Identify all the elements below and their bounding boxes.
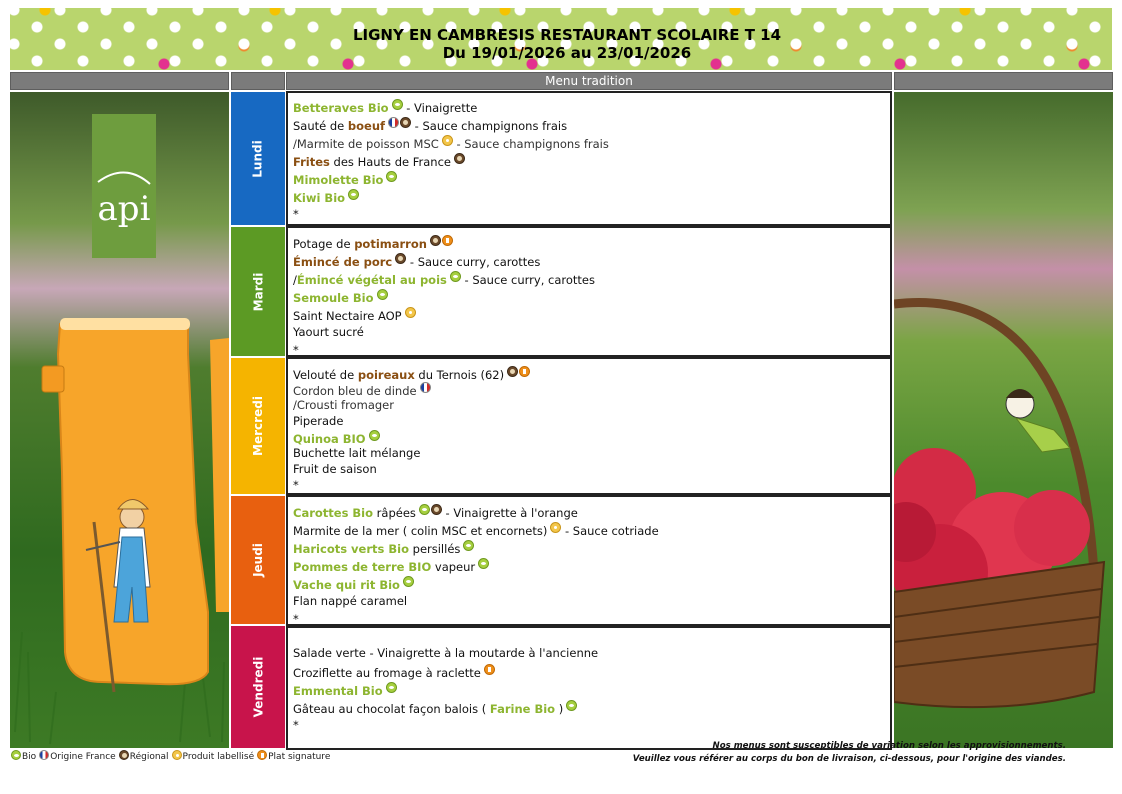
- menu-text: Betteraves Bio: [293, 101, 389, 115]
- menu-text: vapeur: [431, 560, 476, 574]
- menu-line: [293, 700, 577, 716]
- plat-signature-icon: [484, 664, 495, 675]
- day-label-jeudi: Jeudi: [250, 543, 265, 577]
- menu-text: potimarron: [354, 237, 427, 251]
- produit-labellise-icon: [550, 522, 561, 533]
- menu-text: Croziflette au fromage à raclette: [293, 666, 481, 680]
- menu-line: [293, 366, 530, 382]
- menu-line: [293, 430, 380, 446]
- menu-line: [293, 612, 299, 626]
- bio-icon: [369, 430, 380, 441]
- menu-text: /Crousti fromager: [293, 398, 394, 412]
- api-logo: api: [97, 189, 151, 229]
- menu-line: [293, 478, 299, 492]
- menu-text: Flan nappé caramel: [293, 594, 408, 608]
- bio-icon: [348, 189, 359, 200]
- menu-line: [293, 325, 364, 339]
- menu-line: [293, 522, 659, 538]
- menu-text: Piperade: [293, 414, 344, 428]
- menu-text: Marmite de la mer ( colin MSC et encornets): [293, 524, 548, 538]
- menu-text: - Vinaigrette à l'orange: [441, 506, 578, 520]
- menu-text: - Sauce curry, carottes: [406, 255, 541, 269]
- day-label-mercredi: Mercredi: [251, 396, 265, 456]
- apple-basket-photo: [894, 92, 1113, 748]
- legend-item: [172, 752, 255, 762]
- apple-basket-illustration: [894, 92, 1113, 748]
- page-title: LIGNY EN CAMBRESIS RESTAURANT SCOLAIRE T 14: [352, 26, 782, 44]
- menu-text: Haricots verts Bio: [293, 542, 409, 556]
- menu-line: [293, 189, 359, 205]
- menu-text: ): [555, 702, 564, 716]
- plat-signature-icon: [442, 235, 453, 246]
- menu-line: [293, 307, 416, 323]
- api-logo-box: [92, 114, 156, 258]
- menu-line: [293, 504, 578, 520]
- bio-icon: [392, 99, 403, 110]
- legend-item: [11, 752, 36, 762]
- day-tab-mardi: [231, 227, 285, 356]
- menu-text: /Marmite de poisson MSC: [293, 137, 439, 151]
- page-title-block: [16, 26, 1112, 62]
- legend-label: Produit labellisé: [182, 752, 255, 762]
- legend-label: Bio: [22, 752, 37, 762]
- menu-text: *: [293, 612, 299, 626]
- menu-text: Vache qui rit Bio: [293, 578, 400, 592]
- menu-cell-vendredi: [286, 626, 892, 750]
- menu-line: [293, 99, 477, 115]
- menu-line: [293, 594, 407, 608]
- bio-icon: [566, 700, 577, 711]
- menu-line: [293, 646, 598, 660]
- legend: [11, 750, 333, 762]
- menu-line: [293, 446, 420, 460]
- regional-icon: [400, 117, 411, 128]
- menu-text: - Sauce champignons frais: [452, 137, 609, 151]
- produit-labellise-icon: [172, 750, 182, 760]
- day-label-lundi: Lundi: [251, 139, 265, 178]
- menu-text: Frites: [293, 155, 330, 169]
- menu-line: [293, 382, 431, 398]
- menu-text: Semoule Bio: [293, 291, 374, 305]
- notice-variation: Nos menus sont susceptibles de variation selon les approvisionnements.: [712, 741, 1066, 751]
- menu-text: - Vinaigrette: [402, 101, 478, 115]
- legend-label: Régional: [129, 752, 169, 762]
- menu-text: /: [293, 273, 297, 287]
- left-column-header: [10, 72, 229, 90]
- regional-icon: [395, 253, 406, 264]
- menu-line: [293, 664, 495, 680]
- menu-text: Velouté de: [293, 368, 358, 382]
- menu-line: [293, 207, 299, 221]
- boots-photo: [10, 92, 229, 748]
- menu-line: [293, 235, 453, 251]
- regional-icon: [430, 235, 441, 246]
- plat-signature-icon: [257, 750, 267, 760]
- bio-icon: [450, 271, 461, 282]
- menu-text: Fruit de saison: [293, 462, 377, 476]
- day-tab-jeudi: [231, 496, 285, 624]
- menu-text: persillés: [408, 542, 461, 556]
- menu-cell-mercredi: [286, 357, 892, 495]
- menu-text: Pommes de terre BIO: [293, 560, 432, 574]
- menu-line: [293, 171, 397, 187]
- menu-text: Sauté de: [293, 119, 348, 133]
- menu-line: [293, 682, 397, 698]
- menu-line: [293, 343, 299, 357]
- produit-labellise-icon: [405, 307, 416, 318]
- legend-item: [257, 752, 330, 762]
- menu-text: *: [293, 478, 299, 492]
- menu-text: - Sauce champignons frais: [411, 119, 568, 133]
- menu-text: Buchette lait mélange: [293, 446, 421, 460]
- menu-line: [293, 289, 388, 305]
- bio-icon: [403, 576, 414, 587]
- left-boot-rim: [60, 318, 190, 330]
- menu-line: [293, 271, 595, 287]
- menu-line: [293, 540, 474, 556]
- produit-labellise-icon: [442, 135, 453, 146]
- menu-line: [293, 576, 414, 592]
- menu-text: - Sauce cotriade: [561, 524, 659, 538]
- regional-icon: [431, 504, 442, 515]
- menu-text: Salade verte - Vinaigrette à la moutarde à l'ancienne: [293, 646, 599, 660]
- boots-illustration: [10, 92, 229, 748]
- menu-cell-mardi: [286, 226, 892, 357]
- menu-text: *: [293, 207, 299, 221]
- menu-text: Émincé de porc: [293, 255, 393, 269]
- menu-text: Mimolette Bio: [293, 173, 384, 187]
- menu-line: [293, 153, 465, 169]
- notice-origine-viandes: Veuillez vous référer au corps du bon de livraison, ci-dessous, pour l'origine des viandes.: [632, 754, 1066, 764]
- legend-item: [119, 752, 169, 762]
- menu-text: Gâteau au chocolat façon balois (: [293, 702, 490, 716]
- day-label-mardi: Mardi: [250, 272, 265, 311]
- menu-text: des Hauts de France: [329, 155, 451, 169]
- legend-item: [39, 752, 116, 762]
- bio-icon: [386, 171, 397, 182]
- origine-france-icon: [39, 750, 49, 760]
- menu-line: [293, 117, 567, 133]
- menu-text: Farine Bio: [489, 702, 556, 716]
- menu-line: [293, 558, 489, 574]
- menu-cell-jeudi: [286, 495, 892, 626]
- legend-label: Origine France: [50, 752, 116, 762]
- menu-text: Émincé végétal au pois: [296, 273, 447, 287]
- boot-buckle: [42, 366, 64, 392]
- date-range: Du 19/01/2026 au 23/01/2026: [442, 44, 692, 62]
- apple-4: [1014, 490, 1090, 566]
- plat-signature-icon: [519, 366, 530, 377]
- menu-line: [293, 718, 299, 732]
- bio-icon: [419, 504, 430, 515]
- menu-text: Kiwi Bio: [293, 191, 346, 205]
- right-column-header: [894, 72, 1113, 90]
- boy-hair: [1006, 389, 1034, 398]
- menu-text: *: [293, 343, 299, 357]
- menu-text: Saint Nectaire AOP: [293, 309, 402, 323]
- menu-text: râpées: [373, 506, 416, 520]
- regional-icon: [507, 366, 518, 377]
- menu-line: [293, 135, 609, 151]
- bio-icon: [478, 558, 489, 569]
- origine-france-icon: [420, 382, 431, 393]
- day-column-header: [231, 72, 285, 90]
- day-tab-lundi: [231, 92, 285, 225]
- header-banner: [10, 8, 1112, 70]
- menu-cell-lundi: [286, 91, 892, 226]
- day-tab-mercredi: [231, 358, 285, 494]
- regional-icon: [454, 153, 465, 164]
- menu-text: Cordon bleu de dinde: [293, 384, 417, 398]
- menu-text: - Sauce curry, carottes: [460, 273, 595, 287]
- menu-text: poireaux: [357, 368, 415, 382]
- legend-label: Plat signature: [268, 752, 331, 762]
- bio-icon: [386, 682, 397, 693]
- bio-icon: [377, 289, 388, 300]
- menu-line: [293, 462, 377, 476]
- day-label-vendredi: Vendredi: [251, 656, 266, 718]
- day-tab-vendredi: [231, 626, 285, 748]
- menu-line: [293, 414, 343, 428]
- bio-icon: [463, 540, 474, 551]
- bio-icon: [11, 750, 21, 760]
- menu-text: Potage de: [293, 237, 355, 251]
- menu-column-header: Menu tradition: [286, 72, 892, 90]
- menu-text: *: [293, 718, 299, 732]
- menu-text: boeuf: [347, 119, 386, 133]
- menu-text: Carottes Bio: [293, 506, 374, 520]
- origine-france-icon: [388, 117, 399, 128]
- menu-line: [293, 398, 394, 412]
- menu-text: Emmental Bio: [293, 684, 383, 698]
- right-boot: [210, 338, 229, 612]
- regional-icon: [119, 750, 129, 760]
- menu-line: [293, 253, 540, 269]
- menu-text: Yaourt sucré: [293, 325, 364, 339]
- menu-text: Quinoa BIO: [293, 432, 366, 446]
- menu-text: du Ternois (62): [414, 368, 505, 382]
